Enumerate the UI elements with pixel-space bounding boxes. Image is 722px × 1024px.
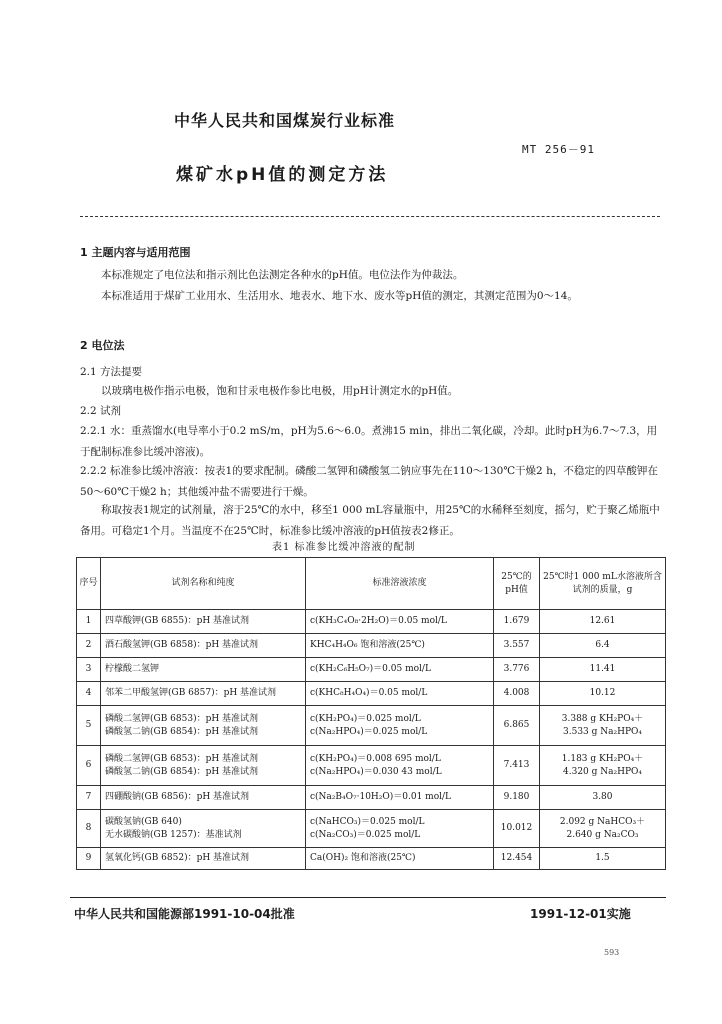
cell-ph: 1.679 [494,610,540,634]
cell-ph: 3.776 [494,658,540,682]
cell-name-line-2: 磷酸氢二钠(GB 6854)：pH 基准试剂 [105,726,259,737]
table-row [77,610,666,634]
section-2-2-1-para: 2.2.1 水：重蒸馏水(电导率小于0.2 mS/m，pH为5.6～6.0。煮沸15 min，排出二氧化碳，冷却。此时pH为6.7～7.3，用于配制标准参比缓冲溶液)。 [80,425,658,458]
cell-conc: c(KHC₈H₄O₄)＝0.05 mol/L [306,682,494,706]
cell-ph: 4.008 [494,682,540,706]
table-row [77,786,666,810]
standard-code: MT 256－91 [522,143,595,156]
cell-mass: 1.5 [540,848,666,870]
implementation-date: 1991-12-01实施 [530,907,631,921]
table-row [77,810,666,848]
cell-mass-line-2: 3.533 g Na₂HPO₄ [563,726,642,737]
cell-conc: c(KH₂C₆H₅O₇)＝0.05 mol/L [306,658,494,682]
cell-name: 四硼酸钠(GB 6856)：pH 基准试剂 [101,786,306,810]
table-row [77,848,666,870]
cell-name: 氢氧化钙(GB 6852)：pH 基准试剂 [101,848,306,870]
section-1-heading: 1 主题内容与适用范围 [80,246,191,259]
cell-name: 柠檬酸二氢钾 [101,658,306,682]
section-1-para-2: 本标准适用于煤矿工业用水、生活用水、地表水、地下水、废水等pH值的测定，其测定范围为0～14。 [101,290,578,302]
cell-mass [540,706,666,746]
cell-mass: 3.80 [540,786,666,810]
cell-mass: 6.4 [540,634,666,658]
cell-ph: 6.865 [494,706,540,746]
cell-conc [306,746,494,786]
cell-no: 8 [77,810,101,848]
page-number: 593 [604,948,620,957]
header-conc: 标准溶液浓度 [306,558,494,610]
cell-mass-line-1: 3.388 g KH₂PO₄＋ [561,713,644,724]
cell-no: 4 [77,682,101,706]
cell-mass: 10.12 [540,682,666,706]
cell-name: 四草酸钾(GB 6855)：pH 基准试剂 [101,610,306,634]
table-caption: 表1 标准参比缓冲溶液的配制 [272,542,416,553]
cell-conc-line-1: c(KH₂PO₄)＝0.025 mol/L [310,713,421,724]
cell-ph: 7.413 [494,746,540,786]
table-row [77,746,666,786]
cell-mass-line-1: 2.092 g NaHCO₃＋ [559,816,646,827]
header-ph: 25℃的pH值 [494,558,540,610]
cell-conc-line-2: c(Na₂HPO₄)＝0.030 43 mol/L [310,766,442,777]
cell-name-line-1: 碳酸氢钠(GB 640) [105,816,182,827]
cell-ph: 12.454 [494,848,540,870]
cell-mass: 11.41 [540,658,666,682]
cell-name: 邻苯二甲酸氢钾(GB 6857)：pH 基准试剂 [101,682,306,706]
section-2-1-para: 以玻璃电极作指示电极，饱和甘汞电极作参比电极，用pH计测定水的pH值。 [101,385,459,397]
section-2-heading: 2 电位法 [80,339,125,352]
cell-mass [540,810,666,848]
cell-name [101,810,306,848]
footer-rule [70,897,666,898]
header-no: 序号 [77,558,101,610]
issuing-org: 中华人民共和国煤炭行业标准 [174,111,396,130]
cell-no: 3 [77,658,101,682]
section-2-2-heading: 2.2 试剂 [80,405,122,417]
table-row [77,634,666,658]
table-row [77,682,666,706]
header-rule [80,216,660,217]
cell-conc: KHC₄H₄O₆ 饱和溶液(25℃) [306,634,494,658]
cell-name-line-1: 磷酸二氢钾(GB 6853)：pH 基准试剂 [105,713,259,724]
cell-no: 9 [77,848,101,870]
header-name: 试剂名称和纯度 [101,558,306,610]
cell-no: 1 [77,610,101,634]
cell-conc-line-1: c(NaHCO₃)＝0.025 mol/L [310,816,425,827]
cell-mass-line-2: 2.640 g Na₂CO₃ [566,829,639,840]
cell-mass-line-1: 1.183 g KH₂PO₄＋ [561,753,644,764]
buffer-table [76,557,666,870]
approval-line: 中华人民共和国能源部1991-10-04批准 [74,907,295,921]
cell-ph: 10.012 [494,810,540,848]
cell-ph: 9.180 [494,786,540,810]
cell-mass [540,746,666,786]
cell-conc [306,706,494,746]
section-2-2-2-para-cont: 称取按表1规定的试剂量，溶于25℃的水中，移至1 000 mL容量瓶中，用25℃的水稀释至刻度，摇匀，贮于聚乙烯瓶中备用。可稳定1个月。当温度不在25℃时，标准参比缓冲溶液的pH值按表2修正。 [80,504,660,537]
table-row [77,658,666,682]
table-header-row [77,558,666,610]
cell-no: 6 [77,746,101,786]
section-2-2-2-para: 2.2.2 标准参比缓冲溶液：按表1的要求配制。磷酸二氢钾和磷酸氢二钠应事先在110～130℃干燥2 h，不稳定的四草酸钾在50～60℃干燥2 h；其他缓冲盐不需要进行干燥。 [80,465,658,498]
cell-conc-line-2: c(Na₂HPO₄)＝0.025 mol/L [310,726,428,737]
cell-conc: c(Na₂B₄O₇·10H₂O)＝0.01 mol/L [306,786,494,810]
section-2-1-heading: 2.1 方法提要 [80,366,143,378]
cell-name-line-1: 磷酸二氢钾(GB 6853)：pH 基准试剂 [105,753,259,764]
cell-name: 酒石酸氢钾(GB 6858)：pH 基准试剂 [101,634,306,658]
cell-no: 2 [77,634,101,658]
header-mass: 25℃时1 000 mL水溶液所含试剂的质量，g [540,558,666,610]
cell-mass: 12.61 [540,610,666,634]
cell-no: 5 [77,706,101,746]
cell-conc-line-2: c(Na₂CO₃)＝0.025 mol/L [310,829,421,840]
cell-name [101,706,306,746]
cell-conc-line-1: c(KH₂PO₄)＝0.008 695 mol/L [310,753,441,764]
cell-mass-line-2: 4.320 g Na₂HPO₄ [563,766,642,777]
document-title: 煤矿水pH值的测定方法 [176,165,389,185]
cell-name-line-2: 磷酸氢二钠(GB 6854)：pH 基准试剂 [105,766,259,777]
section-1-para-1: 本标准规定了电位法和指示剂比色法测定各种水的pH值。电位法作为仲裁法。 [101,269,464,281]
cell-ph: 3.557 [494,634,540,658]
cell-conc: c(KH₃C₄O₈·2H₂O)＝0.05 mol/L [306,610,494,634]
cell-name-line-2: 无水碳酸钠(GB 1257)：基准试剂 [105,829,242,840]
cell-conc [306,810,494,848]
cell-no: 7 [77,786,101,810]
table-row [77,706,666,746]
cell-name [101,746,306,786]
cell-conc: Ca(OH)₂ 饱和溶液(25℃) [306,848,494,870]
